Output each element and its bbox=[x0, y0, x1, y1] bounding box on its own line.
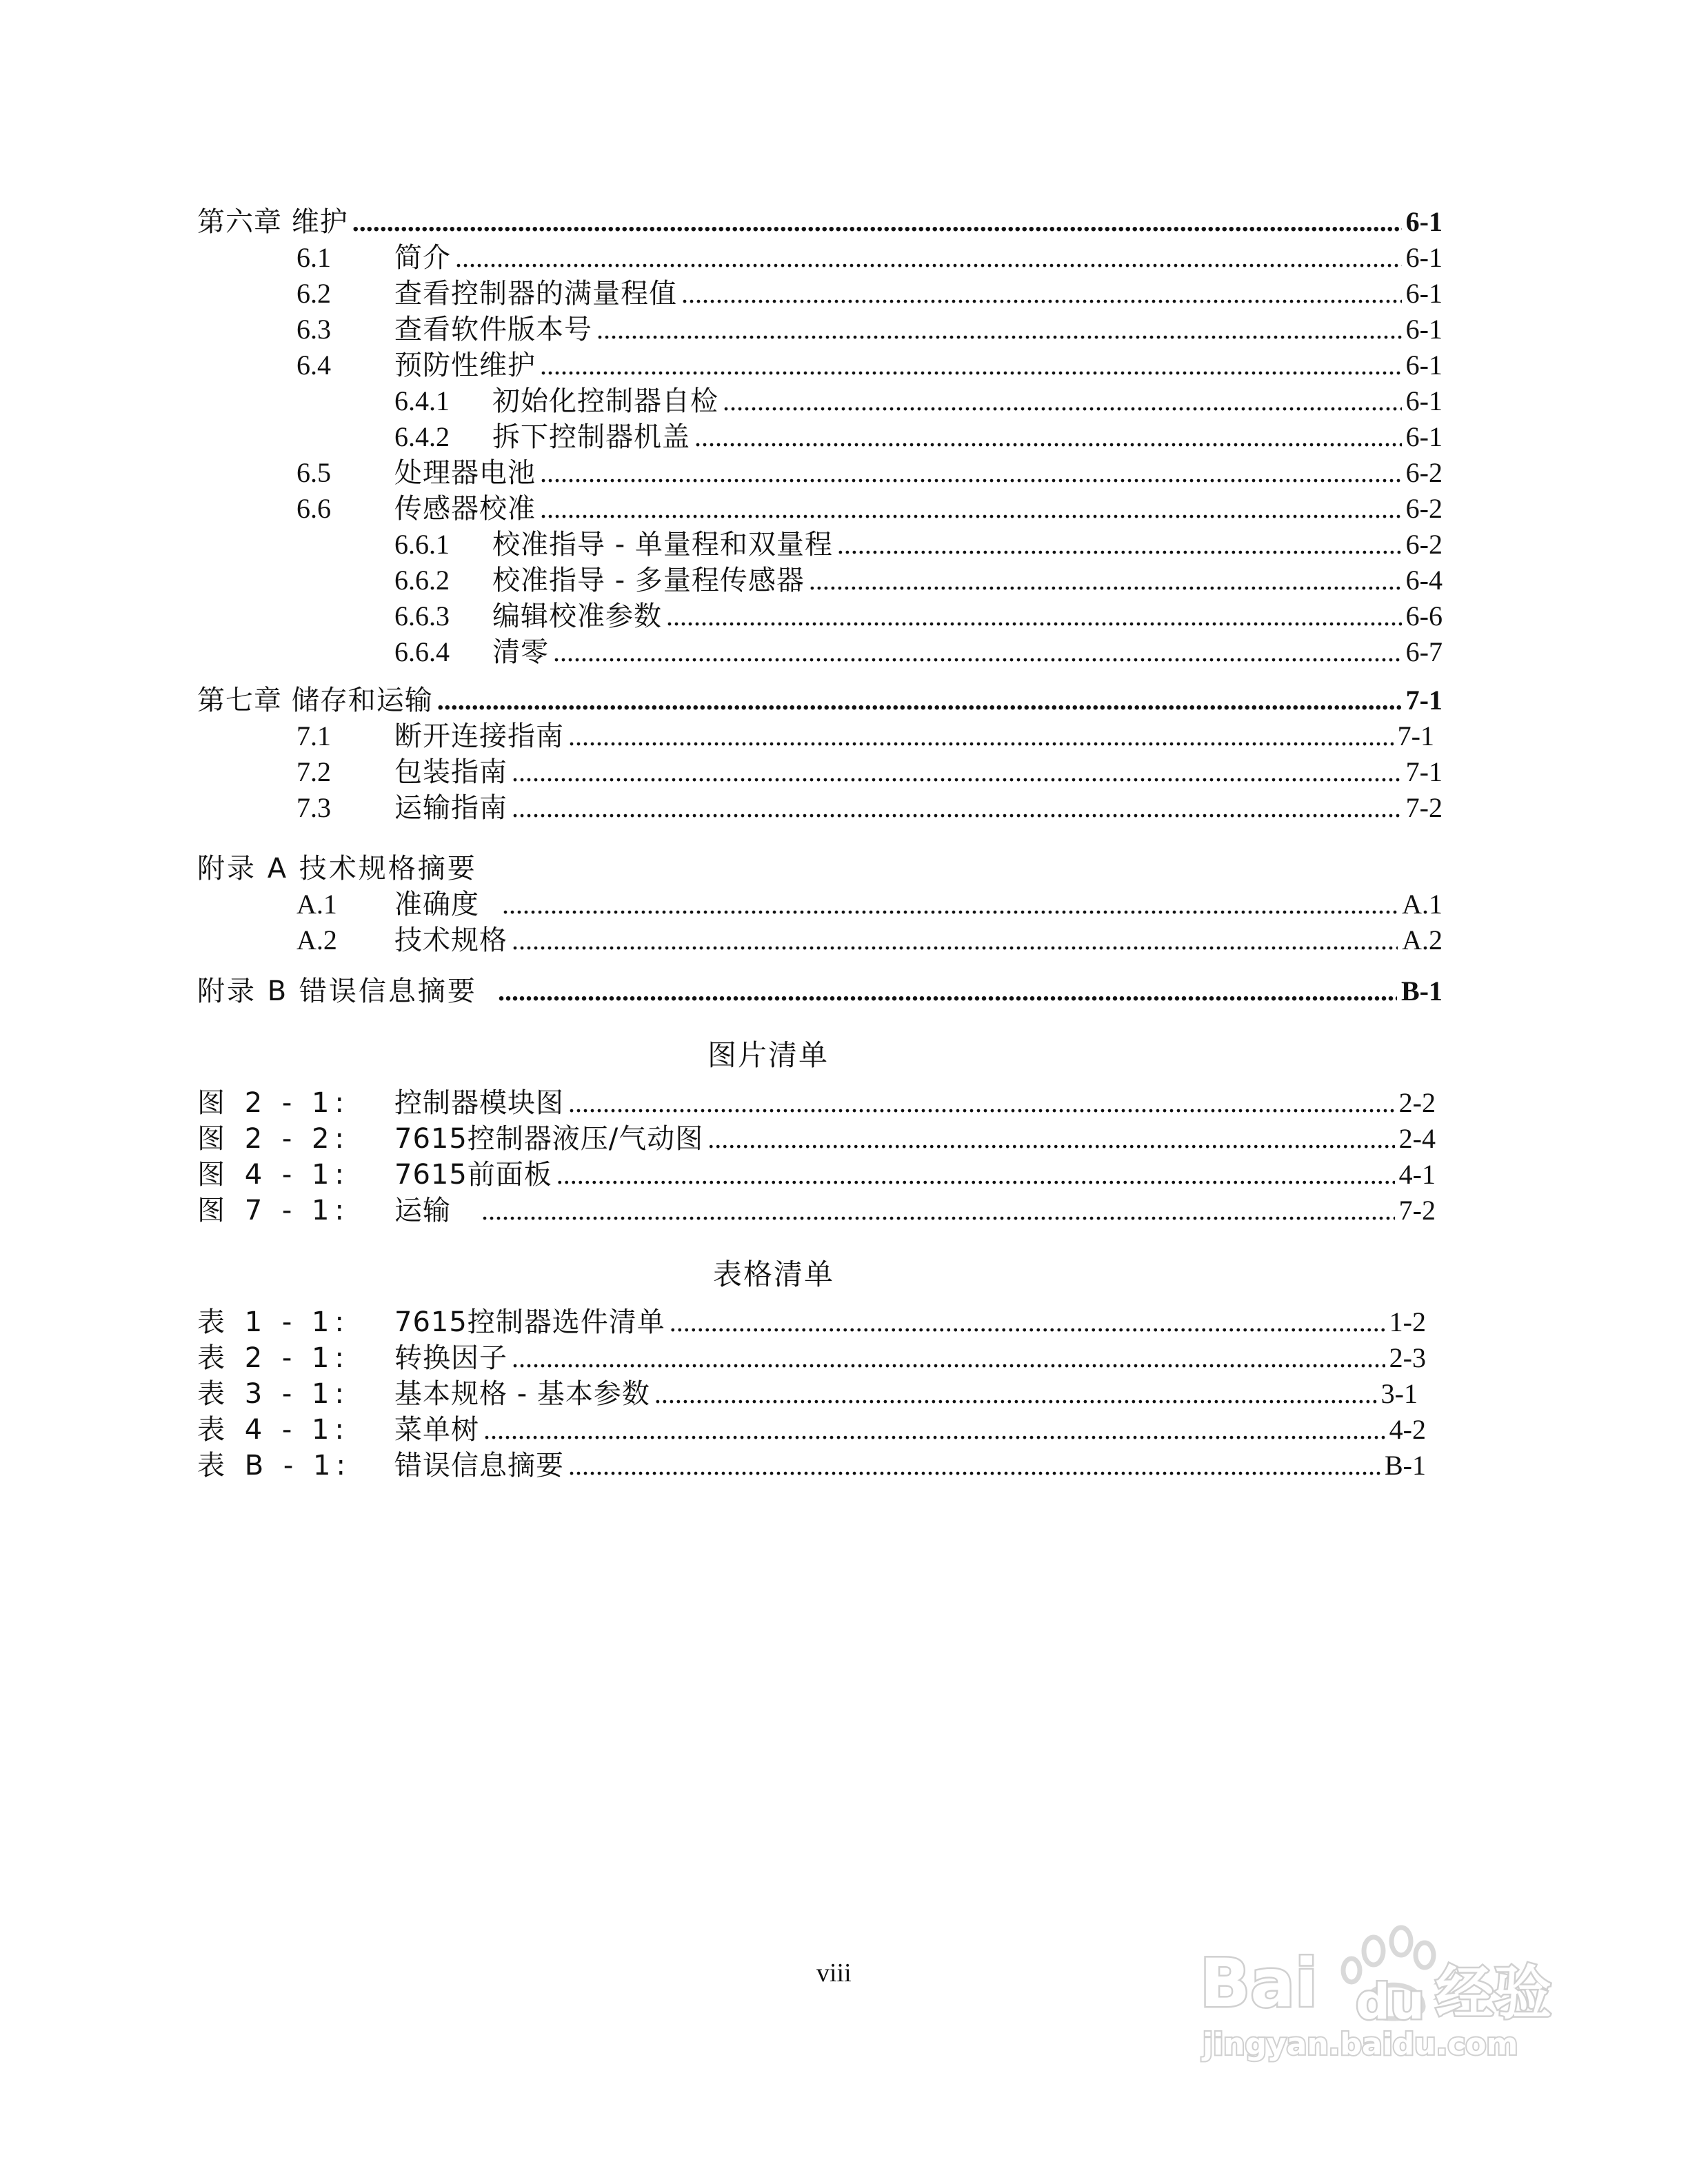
table-label: 表 2 - 1: bbox=[197, 1342, 350, 1374]
figure-title: 7615控制器液压/气动图 bbox=[394, 1123, 704, 1155]
toc-section-6-6-3[interactable] bbox=[394, 594, 1443, 630]
toc-leader bbox=[540, 456, 1402, 489]
table-label: 表 1 - 1: bbox=[197, 1306, 350, 1338]
table-title: 错误信息摘要 bbox=[394, 1450, 564, 1482]
figure-item[interactable] bbox=[197, 1081, 1436, 1117]
svg-text:du: du bbox=[1356, 1974, 1425, 2030]
toc-page: A.2 bbox=[1402, 924, 1443, 956]
toc-page: 6-7 bbox=[1405, 636, 1443, 667]
toc-num: 6.6.1 bbox=[394, 529, 450, 560]
toc-num: 6.4.1 bbox=[394, 385, 450, 416]
toc-section-6-2[interactable] bbox=[297, 272, 1443, 310]
figure-page: 7-2 bbox=[1398, 1195, 1436, 1226]
toc-page: 7-2 bbox=[1405, 792, 1443, 823]
table-page: 3-1 bbox=[1380, 1378, 1418, 1409]
toc-num: 6.6.3 bbox=[394, 600, 450, 631]
toc-page: 6-4 bbox=[1405, 565, 1443, 596]
table-item[interactable] bbox=[197, 1336, 1426, 1372]
toc-num: 6.4 bbox=[297, 350, 331, 381]
toc-leader bbox=[502, 888, 1398, 920]
toc-leader bbox=[670, 1306, 1385, 1338]
figure-label: 图 4 - 1: bbox=[197, 1159, 350, 1191]
table-title: 基本规格 - 基本参数 bbox=[394, 1378, 650, 1410]
toc-chapter-7[interactable] bbox=[197, 678, 1443, 714]
toc-page: B-1 bbox=[1401, 975, 1443, 1007]
toc-page: 6-1 bbox=[1405, 242, 1443, 273]
svg-text:经验: 经验 bbox=[1436, 1959, 1552, 2027]
toc-title: 查看软件版本号 bbox=[394, 314, 592, 345]
toc-num: 6.6.4 bbox=[394, 636, 450, 667]
toc-section-6-4-2[interactable] bbox=[394, 415, 1443, 451]
toc-num: 6.2 bbox=[297, 278, 331, 309]
toc-section-6-6-4[interactable] bbox=[394, 630, 1443, 666]
toc-title: 包装指南 bbox=[394, 756, 508, 788]
toc-leader bbox=[694, 421, 1402, 453]
toc-title: 初始化控制器自检 bbox=[492, 385, 719, 417]
table-page: 4-2 bbox=[1389, 1414, 1426, 1445]
toc-leader bbox=[540, 349, 1402, 381]
toc-title: 技术规格 bbox=[394, 924, 508, 956]
toc-num: 7.2 bbox=[297, 756, 331, 787]
toc-leader bbox=[437, 684, 1402, 716]
toc-leader bbox=[568, 720, 1394, 752]
toc-page: 6-2 bbox=[1405, 493, 1443, 524]
toc-num: 6.4.2 bbox=[394, 421, 450, 452]
figure-item[interactable] bbox=[197, 1117, 1436, 1153]
table-item[interactable] bbox=[197, 1444, 1426, 1482]
figure-title: 7615前面板 bbox=[394, 1159, 552, 1191]
figure-label: 图 7 - 1: bbox=[197, 1195, 350, 1226]
toc-page: 6-1 bbox=[1405, 314, 1443, 345]
toc-leader bbox=[681, 277, 1402, 310]
toc-num: 7.3 bbox=[297, 792, 331, 823]
toc-section-6-6[interactable] bbox=[297, 487, 1443, 523]
table-item[interactable] bbox=[197, 1372, 1418, 1408]
toc-appendix-a[interactable] bbox=[197, 847, 818, 882]
figure-page: 2-4 bbox=[1398, 1123, 1436, 1154]
toc-title: 第七章 储存和运输 bbox=[197, 685, 433, 716]
table-label: 表 3 - 1: bbox=[197, 1378, 350, 1410]
toc-title: 断开连接指南 bbox=[394, 720, 564, 752]
toc-section-6-6-2[interactable] bbox=[394, 558, 1443, 594]
toc-page: 7-1 bbox=[1405, 685, 1443, 716]
toc-section-7-3[interactable] bbox=[297, 786, 1443, 822]
tables-heading: 表格清单 bbox=[713, 1257, 835, 1291]
figure-item[interactable] bbox=[197, 1153, 1436, 1189]
toc-leader bbox=[481, 1194, 1395, 1226]
toc-section-6-3[interactable] bbox=[297, 307, 1443, 343]
toc-title: 传感器校准 bbox=[394, 493, 536, 525]
toc-leader bbox=[707, 1122, 1394, 1155]
toc-leader bbox=[512, 1342, 1385, 1374]
toc-title: 编辑校准参数 bbox=[492, 600, 662, 632]
toc-title: 校准指导 - 多量程传感器 bbox=[492, 565, 805, 596]
toc-section-6-4[interactable] bbox=[297, 343, 1443, 379]
table-title: 7615控制器选件清单 bbox=[394, 1306, 665, 1338]
baidu-jingyan-watermark bbox=[1193, 1903, 1579, 2068]
toc-page: 6-1 bbox=[1405, 278, 1443, 309]
toc-leader bbox=[556, 1158, 1395, 1191]
toc-leader bbox=[809, 564, 1402, 596]
toc-page: 6-1 bbox=[1405, 350, 1443, 381]
toc-leader bbox=[512, 924, 1398, 956]
toc-section-6-5[interactable] bbox=[297, 451, 1443, 487]
watermark-url: jingyan.baidu.com bbox=[1203, 2027, 1518, 2062]
figure-item[interactable] bbox=[197, 1189, 1436, 1224]
toc-page: 6-2 bbox=[1405, 529, 1443, 560]
toc-num: 7.1 bbox=[297, 720, 331, 751]
toc-page: 6-1 bbox=[1405, 385, 1443, 416]
figure-label: 图 2 - 1: bbox=[197, 1087, 350, 1119]
toc-section-7-1[interactable] bbox=[297, 714, 1434, 750]
figure-page: 2-2 bbox=[1398, 1087, 1436, 1118]
toc-title: 第六章 维护 bbox=[197, 206, 348, 238]
paw-toe-icon bbox=[1391, 1928, 1411, 1955]
toc-num: A.1 bbox=[297, 889, 337, 920]
toc-title: 准确度 bbox=[394, 889, 479, 920]
table-label: 表 B - 1: bbox=[197, 1450, 351, 1482]
toc-section-7-2[interactable] bbox=[297, 750, 1443, 786]
toc-title: 清零 bbox=[492, 636, 549, 668]
toc-leader bbox=[596, 313, 1402, 345]
toc-page: 6-2 bbox=[1405, 457, 1443, 488]
toc-num: 6.6.2 bbox=[394, 565, 450, 596]
toc-page: 6-1 bbox=[1405, 206, 1443, 237]
toc-page: 6-1 bbox=[1405, 421, 1443, 452]
toc-leader bbox=[837, 528, 1402, 560]
toc-leader bbox=[723, 385, 1402, 417]
toc-leader bbox=[512, 756, 1402, 788]
watermark-brand: Bai bbox=[1200, 1945, 1318, 2022]
paw-toe-icon bbox=[1416, 1943, 1434, 1968]
toc-page: 7-1 bbox=[1397, 720, 1434, 751]
toc-leader bbox=[540, 492, 1402, 525]
toc-title: 附录 A 技术规格摘要 bbox=[197, 853, 477, 884]
toc-leader bbox=[666, 600, 1402, 632]
toc-title: 处理器电池 bbox=[394, 457, 536, 489]
toc-page: 7-1 bbox=[1405, 756, 1443, 787]
figure-label: 图 2 - 2: bbox=[197, 1123, 350, 1155]
toc-title: 附录 B 错误信息摘要 bbox=[197, 975, 477, 1007]
toc-section-6-6-1[interactable] bbox=[394, 523, 1443, 558]
figure-page: 4-1 bbox=[1398, 1159, 1436, 1190]
toc-leader bbox=[654, 1377, 1377, 1410]
page-number: viii bbox=[816, 1959, 852, 1988]
toc-section-6-1[interactable] bbox=[297, 236, 1443, 272]
toc-num: A.2 bbox=[297, 924, 337, 956]
toc-appendix-b[interactable] bbox=[197, 969, 1443, 1005]
toc-leader bbox=[512, 791, 1402, 824]
toc-num: 6.5 bbox=[297, 457, 331, 488]
toc-leader bbox=[553, 636, 1402, 668]
toc-section-a-1[interactable] bbox=[297, 882, 1443, 918]
table-item[interactable] bbox=[197, 1300, 1426, 1336]
toc-num: 6.1 bbox=[297, 242, 331, 273]
toc-leader bbox=[568, 1086, 1395, 1119]
toc-num: 6.6 bbox=[297, 493, 331, 524]
paw-toe-icon bbox=[1364, 1937, 1383, 1965]
figures-heading: 图片清单 bbox=[707, 1038, 830, 1072]
figure-title: 运输 bbox=[394, 1195, 451, 1226]
toc-page: 6-6 bbox=[1405, 600, 1443, 631]
toc-leader bbox=[483, 1413, 1385, 1446]
table-page: 1-2 bbox=[1389, 1306, 1426, 1337]
toc-section-a-2[interactable] bbox=[297, 918, 1443, 954]
toc-num: 6.3 bbox=[297, 314, 331, 345]
toc-title: 运输指南 bbox=[394, 792, 508, 824]
table-title: 转换因子 bbox=[394, 1342, 508, 1374]
figure-title: 控制器模块图 bbox=[394, 1087, 564, 1119]
table-page: 2-3 bbox=[1389, 1342, 1426, 1373]
toc-section-6-4-1[interactable] bbox=[394, 379, 1443, 415]
toc-title: 拆下控制器机盖 bbox=[492, 421, 690, 453]
toc-leader bbox=[455, 241, 1402, 274]
toc-title: 预防性维护 bbox=[394, 350, 536, 381]
toc-leader bbox=[498, 975, 1397, 1007]
toc-title: 简介 bbox=[394, 242, 451, 274]
toc-chapter-6[interactable] bbox=[197, 200, 1443, 236]
toc-page: A.1 bbox=[1402, 889, 1443, 920]
table-title: 菜单树 bbox=[394, 1414, 479, 1446]
table-page: B-1 bbox=[1385, 1450, 1426, 1481]
table-item[interactable] bbox=[197, 1408, 1426, 1444]
toc-title: 校准指导 - 单量程和双量程 bbox=[492, 529, 833, 560]
toc-title: 查看控制器的满量程值 bbox=[394, 278, 677, 310]
table-label: 表 4 - 1: bbox=[197, 1414, 350, 1446]
toc-leader bbox=[352, 205, 1402, 238]
toc-leader bbox=[568, 1449, 1380, 1482]
